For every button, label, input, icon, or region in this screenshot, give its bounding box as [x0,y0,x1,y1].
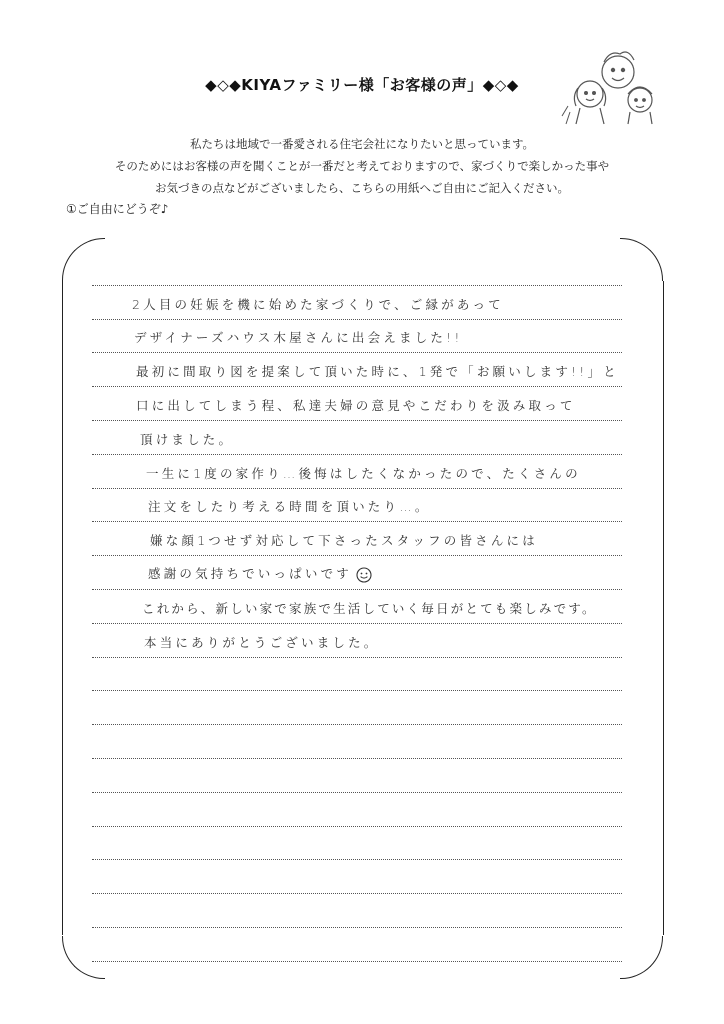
ruled-line [92,590,622,624]
ruled-line [92,522,622,556]
ruled-line [92,827,622,861]
ruled-line [92,320,622,354]
handwritten-text: 頂けました。 [140,431,235,447]
handwritten-line [148,564,372,583]
handwritten-text: 本当にありがとうございました。 [144,634,380,650]
family-cartoon-icon [560,48,662,130]
ruled-line [92,252,622,286]
intro-line: お気づきの点などがございましたら、こちらの用紙へご自由にご記入ください。 [155,181,569,195]
intro-line: 私たちは地域で一番愛される住宅会社になりたいと思っています。 [189,137,535,151]
intro-text [0,133,724,199]
handwritten-text: デザイナーズハウス木屋さんに出会えました!! [134,330,463,346]
ruled-line [92,286,622,320]
ruled-line [92,793,622,827]
handwritten-text: これから、新しい家で家族で生活していく毎日がとても楽しみです。 [142,600,597,616]
ruled-line [92,928,622,962]
ruled-line [92,387,622,421]
handwritten-text: 一生に1度の家作り…後悔はしたくなかったので、たくさんの [146,465,581,481]
ruled-line [92,489,622,523]
handwritten-text: 最初に間取り図を提案して頂いた時に、1発で「お願いします!!」と [136,364,619,380]
ruled-line [92,725,622,759]
ruled-line [92,455,622,489]
ruled-line [92,759,622,793]
ruled-line [92,691,622,725]
section-label: ①ご自由にどうぞ♪ [66,202,169,216]
ruled-line [92,658,622,692]
handwritten-text: 嫌な顔1つせず対応して下さったスタッフの皆さんには [150,533,538,549]
ruled-line [92,421,622,455]
ruled-line [92,860,622,894]
ruled-line [92,894,622,928]
form-title: ◆◇◆KIYAファミリー様「お客様の声」◆◇◆ [205,76,519,94]
ruled-line [92,556,622,590]
intro-line: そのためにはお客様の声を聞くことが一番だと考えておりますので、家づくりで楽しかった事や [114,159,610,173]
handwritten-text: 2人目の妊娠を機に始めた家づくりで、ご縁があって [132,296,504,312]
ruled-lines [92,252,622,962]
smiley-face-icon [356,567,372,583]
handwritten-text: 口に出してしまう程、私達夫婦の意見やこだわりを汲み取って [136,397,576,413]
ruled-line [92,353,622,387]
handwritten-text: 注文をしたり考える時間を頂いたり…。 [148,499,431,515]
ruled-line [92,624,622,658]
handwritten-text: 感謝の気持ちでいっぱいです [148,566,352,582]
